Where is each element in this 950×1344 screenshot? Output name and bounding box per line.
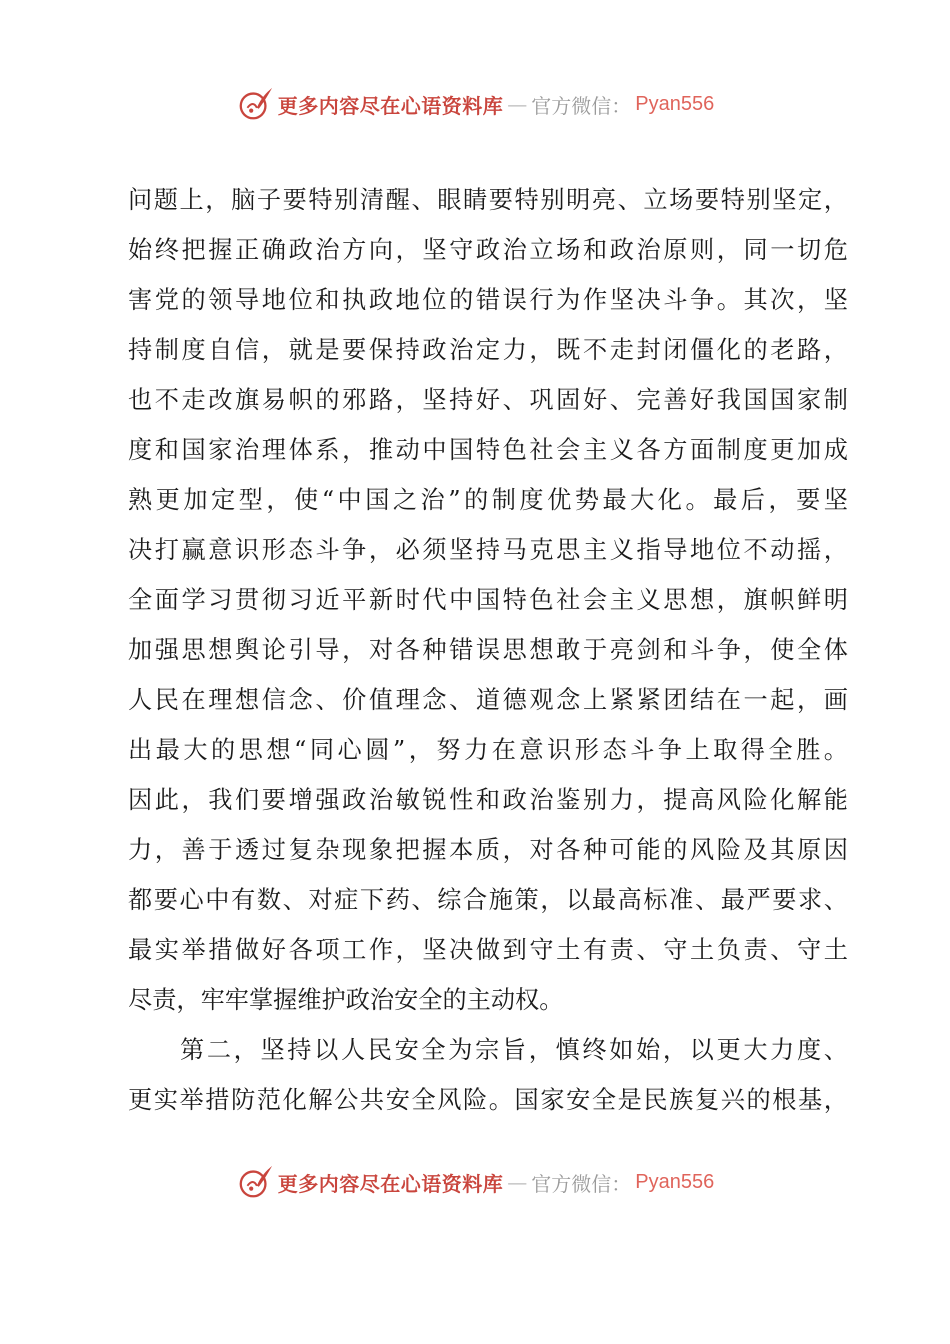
text-line: 出最大的思想“同心圆”，努力在意识形态斗争上取得全胜。 (128, 736, 848, 764)
quill-logo-icon (236, 85, 274, 123)
text-line: 也不走改旗易帜的邪路，坚持好、巩固好、完善好我国国家制 (128, 386, 848, 414)
header-separator: — (507, 92, 528, 116)
footer-separator: — (507, 1170, 528, 1194)
text-line: 更实举措防范化解公共安全风险。国家安全是民族复兴的根基， (128, 1086, 848, 1114)
quill-logo-icon (236, 1163, 274, 1201)
text-line: 始终把握正确政治方向，坚守政治立场和政治原则，同一切危 (128, 236, 848, 264)
text-line: 尽责，牢牢掌握维护政治安全的主动权。 (128, 986, 564, 1014)
document-body (128, 175, 848, 1125)
header-brand-text: 更多内容尽在心语资料库 (277, 93, 504, 118)
text-line: 害党的领导地位和执政地位的错误行为作坚决斗争。其次，坚 (128, 286, 848, 314)
footer-brand-text: 更多内容尽在心语资料库 (277, 1171, 504, 1196)
footer-banner (0, 1160, 950, 1204)
text-line: 加强思想舆论引导，对各种错误思想敢于亮剑和斗争，使全体 (128, 636, 848, 664)
header-wechat-id: Pyan556 (635, 92, 715, 115)
text-line: 熟更加定型，使“中国之治”的制度优势最大化。最后，要坚 (128, 486, 848, 514)
header-wechat-label: 官方微信： (531, 93, 632, 118)
footer-wechat-label: 官方微信： (531, 1171, 632, 1196)
text-line: 决打赢意识形态斗争，必须坚持马克思主义指导地位不动摇， (128, 536, 848, 564)
footer-wechat-id: Pyan556 (635, 1170, 715, 1193)
text-line: 力，善于透过复杂现象把握本质，对各种可能的风险及其原因 (128, 836, 848, 864)
text-line: 都要心中有数、对症下药、综合施策，以最高标准、最严要求、 (128, 886, 848, 914)
text-line: 问题上，脑子要特别清醒、眼睛要特别明亮、立场要特别坚定， (128, 186, 848, 214)
paragraph-start-line: 第二，坚持以人民安全为宗旨，慎终如始，以更大力度、 (180, 1036, 848, 1064)
text-line: 人民在理想信念、价值理念、道德观念上紧紧团结在一起，画 (128, 686, 848, 714)
text-line: 度和国家治理体系，推动中国特色社会主义各方面制度更加成 (128, 436, 848, 464)
text-line: 持制度自信，就是要保持政治定力，既不走封闭僵化的老路， (128, 336, 848, 364)
header-banner (0, 82, 950, 126)
text-line: 最实举措做好各项工作，坚决做到守土有责、守土负责、守土 (128, 936, 848, 964)
text-line: 因此，我们要增强政治敏锐性和政治鉴别力，提高风险化解能 (128, 786, 848, 814)
text-line: 全面学习贯彻习近平新时代中国特色社会主义思想，旗帜鲜明 (128, 586, 848, 614)
